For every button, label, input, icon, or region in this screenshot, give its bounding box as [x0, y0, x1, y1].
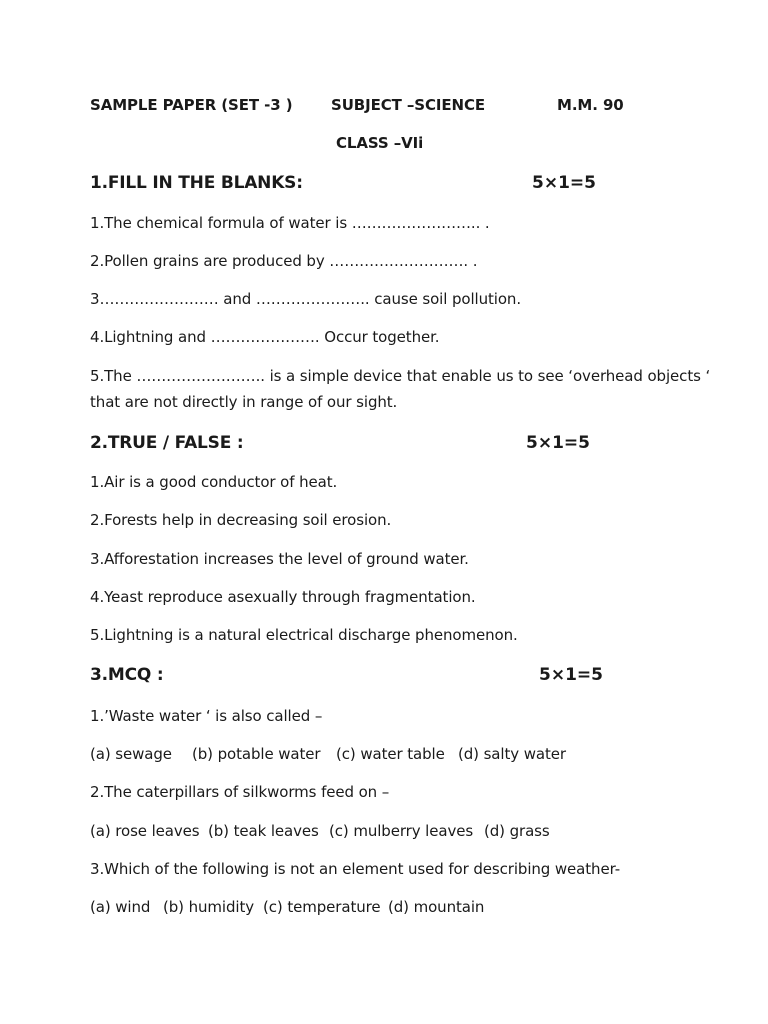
- fill-blank-question-5: 5.The …………………….. is a simple device that enable us to see ‘overhead objects ‘: [90, 367, 711, 385]
- fill-blank-question-1: 1.The chemical formula of water is …………………….. .: [90, 214, 490, 232]
- mcq-option: (d) grass: [484, 822, 550, 840]
- mcq-question-3: 3.Which of the following is not an element used for describing weather-: [90, 860, 621, 878]
- fill-blank-question-5-continued: that are not directly in range of our sight.: [90, 393, 398, 411]
- section-true-false-title: 2.TRUE / FALSE :: [90, 433, 244, 453]
- mcq-option: (c) water table: [336, 745, 445, 763]
- section-mcq-title: 3.MCQ :: [90, 665, 164, 685]
- mcq-option: (a) sewage: [90, 745, 172, 763]
- subject-label: SUBJECT –SCIENCE: [331, 96, 486, 114]
- mcq-question-1: 1.’Waste water ‘ is also called –: [90, 707, 323, 725]
- mcq-option: (c) temperature: [263, 898, 381, 916]
- fill-blank-question-4: 4.Lightning and …………………. Occur together.: [90, 328, 440, 346]
- true-false-question-5: 5.Lightning is a natural electrical discharge phenomenon.: [90, 626, 518, 644]
- mcq-option: (d) salty water: [458, 745, 566, 763]
- mcq-option: (a) wind: [90, 898, 151, 916]
- mcq-question-1-options: [90, 744, 566, 764]
- mcq-question-2: 2.The caterpillars of silkworms feed on –: [90, 783, 390, 801]
- section-fill-blanks-title: 1.FILL IN THE BLANKS:: [90, 173, 303, 193]
- true-false-question-2: 2.Forests help in decreasing soil erosion.: [90, 511, 392, 529]
- mcq-option: (b) potable water: [192, 745, 321, 763]
- mcq-option: (c) mulberry leaves: [329, 822, 474, 840]
- section-fill-blanks-marks: 5×1=5: [532, 173, 596, 193]
- fill-blank-question-2: 2.Pollen grains are produced by ………………………. .: [90, 252, 478, 270]
- class-label: CLASS –VIi: [336, 134, 424, 152]
- true-false-question-4: 4.Yeast reproduce asexually through fragmentation.: [90, 588, 476, 606]
- mcq-option: (b) teak leaves: [208, 822, 319, 840]
- sample-paper-label: SAMPLE PAPER (SET -3 ): [90, 96, 293, 114]
- mcq-option: (b) humidity: [163, 898, 255, 916]
- section-true-false-marks: 5×1=5: [526, 433, 590, 453]
- mcq-question-2-options: [90, 821, 550, 841]
- fill-blank-question-3: 3…………………… and ………………….. cause soil pollution.: [90, 290, 521, 308]
- max-marks-label: M.M. 90: [557, 96, 624, 114]
- mcq-option: (d) mountain: [388, 898, 485, 916]
- section-mcq-marks: 5×1=5: [539, 665, 603, 685]
- mcq-question-3-options: [90, 897, 484, 917]
- mcq-option: (a) rose leaves: [90, 822, 200, 840]
- true-false-question-3: 3.Afforestation increases the level of ground water.: [90, 550, 469, 568]
- true-false-question-1: 1.Air is a good conductor of heat.: [90, 473, 338, 491]
